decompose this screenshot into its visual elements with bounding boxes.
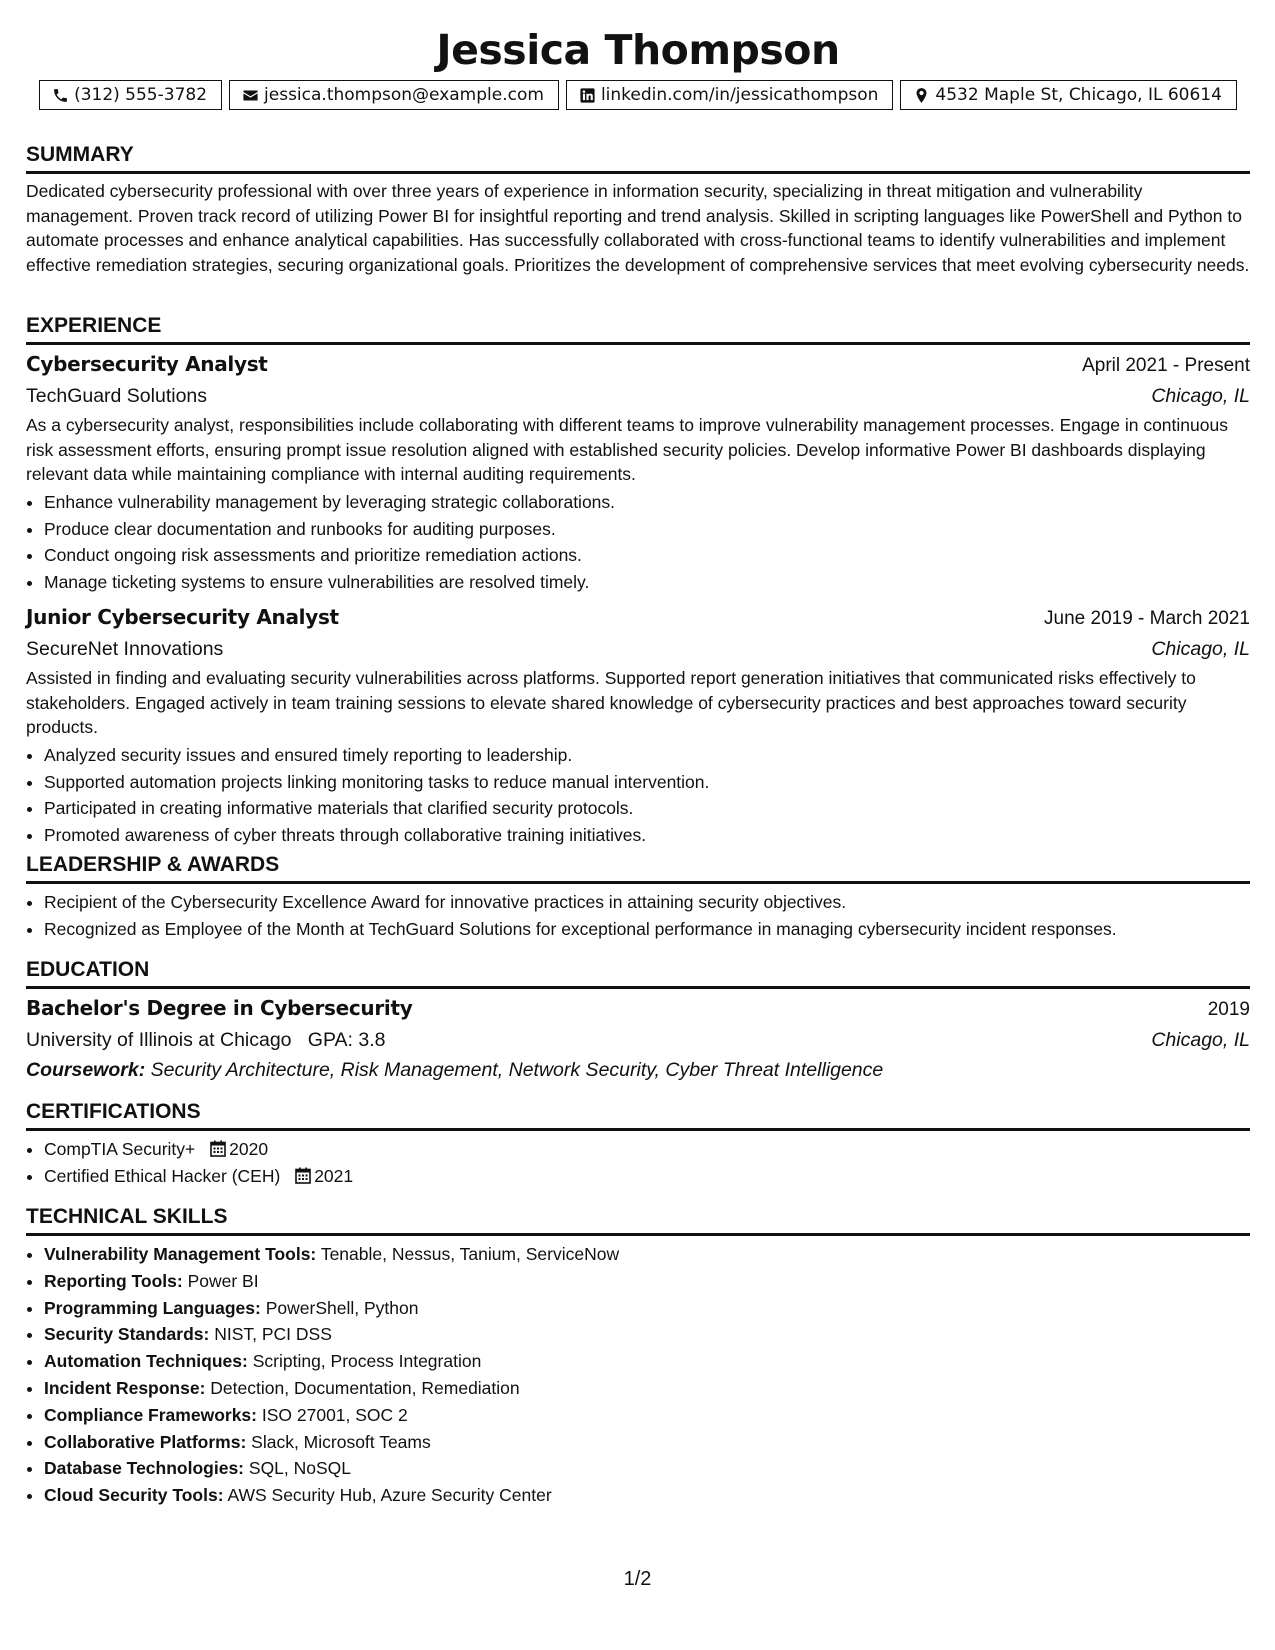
calendar-icon (295, 1167, 311, 1184)
contact-linkedin[interactable] (566, 80, 893, 110)
certification-year: 2020 (229, 1139, 269, 1159)
email-text: jessica.thompson@example.com (264, 85, 544, 105)
skill-label: Cloud Security Tools: (44, 1485, 224, 1506)
skill-label: Reporting Tools: (44, 1270, 183, 1291)
job-bullets (26, 742, 1250, 849)
school-line (26, 1025, 385, 1055)
list-item (44, 1295, 1250, 1322)
skill-value: Tenable, Nessus, Tanium, ServiceNow (320, 1244, 620, 1264)
certification-name: CompTIA Security+ (44, 1139, 196, 1159)
list-item: • Promoted awareness of cyber threats through collaborative training initiatives. (44, 822, 1250, 849)
job-location: Chicago, IL (1151, 385, 1250, 407)
phone-text: (312) 555-3782 (74, 85, 208, 105)
job-bullets (26, 489, 1250, 596)
list-item (44, 1482, 1250, 1509)
experience-heading: EXPERIENCE (26, 313, 1250, 345)
skill-label: Programming Languages: (44, 1297, 261, 1318)
list-item: • Supported automation projects linking monitoring tasks to reduce manual intervention. (44, 769, 1250, 796)
skill-value: Power BI (187, 1270, 259, 1291)
list-item: • Recipient of the Cybersecurity Excellence Award for innovative practices in attaining security objectives. (44, 889, 1250, 916)
skills-section (26, 1204, 1250, 1509)
certification-year: 2021 (314, 1165, 354, 1186)
page-indicator: 1/2 (623, 1568, 652, 1590)
list-item: • Produce clear documentation and runbooks for auditing purposes. (44, 516, 1250, 543)
list-item (44, 1375, 1250, 1402)
skill-value: Detection, Documentation, Remediation (210, 1377, 520, 1398)
list-item: • Recognized as Employee of the Month at TechGuard Solutions for exceptional performance in managing cybersecurity incident responses. (44, 916, 1250, 943)
contact-address (900, 80, 1237, 110)
experience-section (26, 313, 1250, 849)
job-description: As a cybersecurity analyst, responsibilities include collaborating with different teams to improve vulnerability management processes. Engage in continuous risk assessment efforts, ensuring prompt issue resolution aligned with established security policies. Develop informative Power BI dashboards displaying relevant data while maintaining compliance with internal auditing requirements. (26, 415, 1228, 485)
gpa: GPA: 3.8 (307, 1029, 386, 1051)
coursework-label: Coursework: (26, 1059, 146, 1081)
job-company: SecureNet Innovations (26, 637, 224, 660)
linkedin-icon (579, 87, 596, 104)
job-description: Assisted in finding and evaluating security vulnerabilities across platforms. Supported report generation initiatives that communicated risks effectively to stakeholders. Engaged actively in team training sessions to elevate shared knowledge of cybersecurity practices and best approaches toward security products. (26, 667, 1196, 738)
list-item (44, 1321, 1250, 1348)
coursework (26, 1055, 1250, 1085)
map-marker-icon (913, 87, 930, 104)
list-item: • Manage ticketing systems to ensure vulnerabilities are resolved timely. (44, 569, 1250, 596)
job-dates: June 2019 - March 2021 (1044, 607, 1250, 629)
skill-label: Database Technologies: (44, 1458, 245, 1479)
skill-label: Collaborative Platforms: (44, 1431, 247, 1452)
job-entry (26, 349, 1250, 596)
list-item: • Analyzed security issues and ensured timely reporting to leadership. (44, 742, 1250, 769)
school-location: Chicago, IL (1151, 1029, 1250, 1051)
summary-section (26, 142, 1250, 277)
certifications-section (26, 1099, 1250, 1190)
leadership-bullets (26, 889, 1250, 943)
list-item (44, 1429, 1250, 1456)
contact-email[interactable] (229, 80, 559, 110)
skill-value: SQL, NoSQL (248, 1458, 352, 1479)
resume-page (26, 0, 1250, 1506)
skill-value: Scripting, Process Integration (252, 1351, 482, 1372)
certification-name: Certified Ethical Hacker (CEH) (44, 1165, 281, 1186)
skill-value: PowerShell, Python (265, 1297, 419, 1318)
skill-value: Slack, Microsoft Teams (251, 1431, 431, 1452)
skill-label: Incident Response: (44, 1377, 206, 1398)
list-item (44, 1241, 1250, 1268)
skill-value: ISO 27001, SOC 2 (261, 1404, 408, 1425)
list-item (44, 1455, 1250, 1482)
job-location: Chicago, IL (1151, 637, 1250, 660)
job-dates: April 2021 - Present (1082, 355, 1250, 376)
job-role: Junior Cybersecurity Analyst (26, 604, 339, 629)
certifications-heading: CERTIFICATIONS (26, 1099, 1250, 1131)
job-entry (26, 602, 1250, 849)
candidate-name: Jessica Thompson (436, 26, 840, 74)
coursework-list: Security Architecture, Risk Management, Network Security, Cyber Threat Intelligence (150, 1059, 884, 1081)
skill-label: Compliance Frameworks: (44, 1404, 257, 1425)
phone-icon (52, 87, 69, 104)
contact-phone (39, 80, 222, 110)
school-name: University of Illinois at Chicago (26, 1029, 292, 1051)
education-heading: EDUCATION (26, 957, 1250, 989)
summary-heading: SUMMARY (26, 142, 1250, 174)
certification-list (26, 1136, 1250, 1190)
skill-value: NIST, PCI DSS (214, 1324, 332, 1345)
skill-label: Automation Techniques: (44, 1351, 248, 1372)
skill-label: Vulnerability Management Tools: (44, 1244, 317, 1264)
skill-value: AWS Security Hub, Azure Security Center (227, 1485, 552, 1506)
education-section (26, 957, 1250, 1085)
calendar-icon (210, 1140, 226, 1157)
leadership-section (26, 852, 1250, 943)
summary-text: Dedicated cybersecurity professional with over three years of experience in information security, specializing in threat mitigation and vulnerability management. Proven track record of utilizing Power BI for insightful reporting and trend analysis. Skilled in scripting languages like PowerShell and Python to automate processes and enhance analytical capabilities. Has successfully collaborated with cross-functional teams to identify vulnerabilities and implement effective remediation strategies, securing organizational goals. Prioritizes the development of comprehensive services that meet evolving cybersecurity needs. (26, 181, 1250, 275)
list-item: • Enhance vulnerability management by leveraging strategic collaborations. (44, 489, 1250, 516)
job-company: TechGuard Solutions (26, 385, 208, 407)
list-item (44, 1268, 1250, 1295)
list-item: • Conduct ongoing risk assessments and prioritize remediation actions. (44, 542, 1250, 569)
list-item (44, 1402, 1250, 1429)
envelope-icon (242, 87, 259, 104)
job-role: Cybersecurity Analyst (26, 352, 268, 376)
graduation-year: 2019 (1207, 999, 1250, 1020)
list-item: • Participated in creating informative materials that clarified security protocols. (44, 795, 1250, 822)
linkedin-text: linkedin.com/in/jessicathompson (600, 85, 879, 105)
address-text: 4532 Maple St, Chicago, IL 60614 (935, 85, 1222, 105)
list-item (44, 1348, 1250, 1375)
skills-list (26, 1241, 1250, 1509)
skills-heading: TECHNICAL SKILLS (26, 1204, 1250, 1236)
skill-label: Security Standards: (44, 1324, 210, 1345)
list-item (44, 1163, 1250, 1190)
degree-title: Bachelor's Degree in Cybersecurity (26, 996, 413, 1020)
list-item (44, 1136, 1250, 1163)
leadership-heading: LEADERSHIP & AWARDS (26, 852, 1250, 884)
contact-bar (26, 80, 1250, 110)
